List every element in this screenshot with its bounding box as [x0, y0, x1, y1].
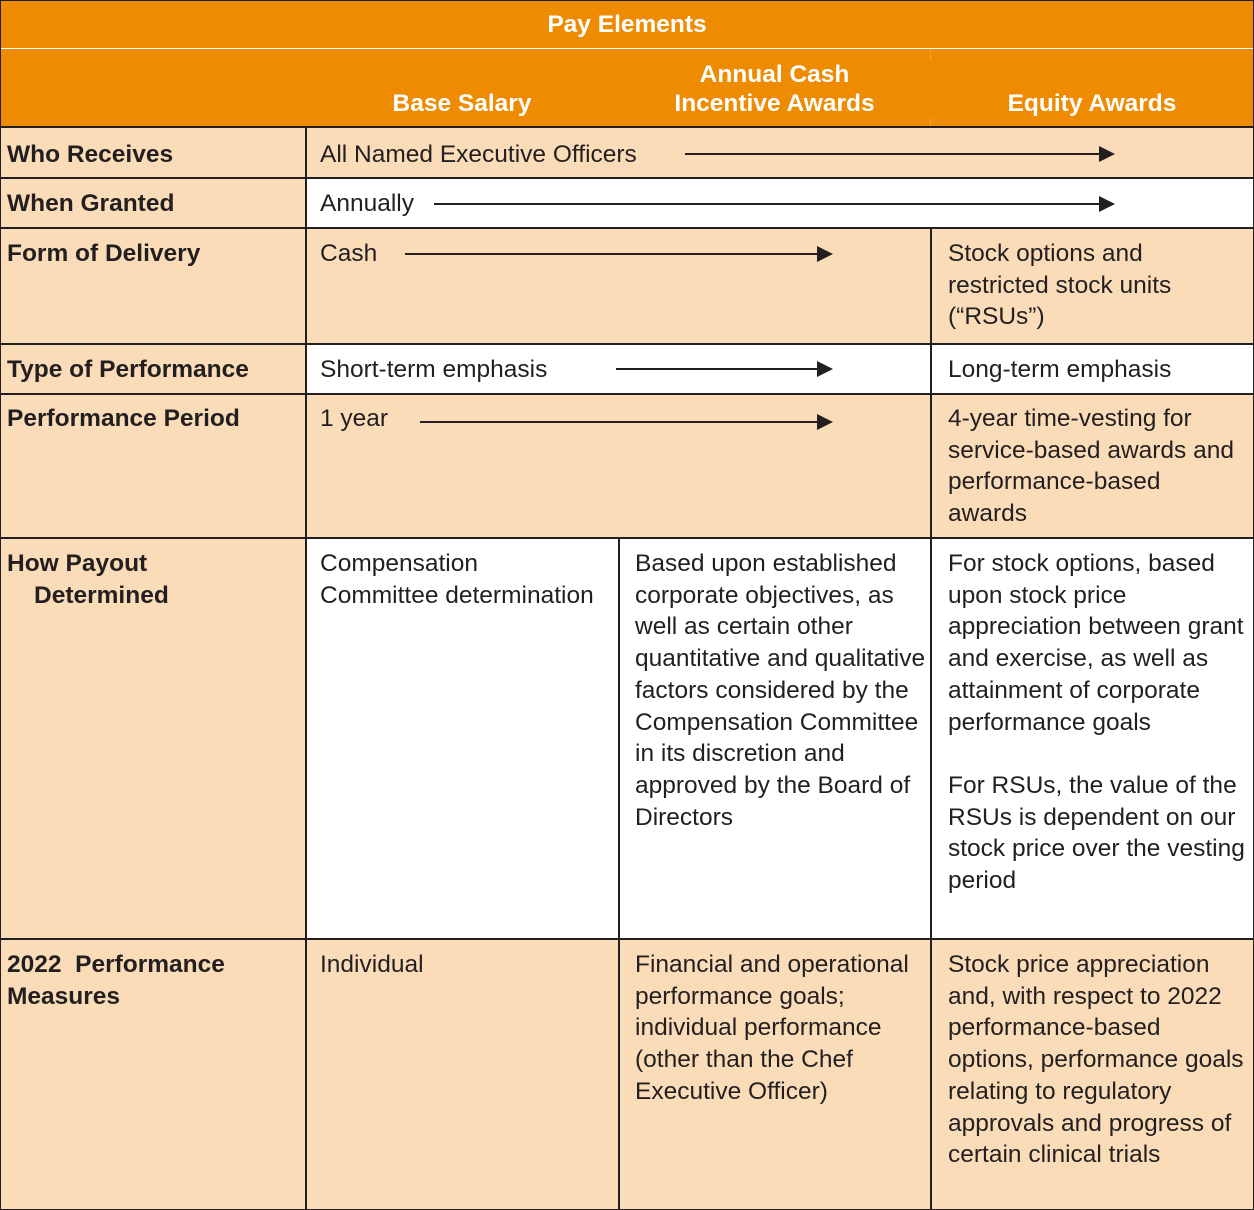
table-title: Pay Elements — [1, 1, 1253, 49]
column-header-annual-cash — [618, 60, 931, 118]
vrule-label — [305, 127, 307, 1209]
row-label-how-payout-line1: How Payout — [7, 550, 148, 577]
when-granted-value: Annually — [320, 190, 414, 217]
performance-period-equity: 4-year time-vesting for service-based awards and performance-based awards — [948, 405, 1234, 528]
row-label-how-payout — [1, 538, 305, 611]
arrow-form-delivery — [405, 246, 833, 262]
row-label-measures-2022: 2022 Performance Measures — [7, 951, 232, 1010]
column-header-annual-cash-line2: Incentive Awards — [674, 90, 875, 117]
row-label-when-granted: When Granted — [7, 190, 175, 217]
row-label-who-receives: Who Receives — [7, 141, 174, 168]
arrow-who-receives — [685, 146, 1115, 162]
row-label-type-performance: Type of Performance — [7, 356, 249, 383]
performance-period-cash: 1 year — [320, 405, 389, 432]
rule-1 — [1, 126, 1253, 128]
row-label-how-payout-line2: Determined — [34, 581, 169, 609]
column-header-base-salary: Base Salary — [306, 89, 618, 119]
type-performance-cash: Short-term emphasis — [320, 356, 548, 383]
who-receives-value: All Named Executive Officers — [320, 141, 637, 168]
arrow-performance-period — [420, 414, 833, 430]
measures-2022-equity: Stock price appreciation and, with respect to 2022 performance-based options, performance goals relating to regulatory approvals and progress of certain clinical trials — [948, 951, 1244, 1169]
row-label-form-delivery: Form of Delivery — [7, 240, 201, 267]
column-header-annual-cash-line1: Annual Cash — [699, 61, 850, 88]
measures-2022-annual: Financial and operational performance goals; individual performance (other than the Chef Executive Officer) — [635, 951, 909, 1105]
column-header-equity-awards: Equity Awards — [931, 89, 1253, 119]
how-payout-annual: Based upon established corporate objectives, as well as certain other quantitative and qualitative factors considered by the Compensation Committee in its discretion and approved by the Board of Directors — [635, 550, 926, 831]
type-performance-equity: Long-term emphasis — [948, 356, 1172, 383]
form-delivery-cash: Cash — [320, 240, 378, 267]
arrow-when-granted — [434, 196, 1115, 212]
form-delivery-equity: Stock options and restricted stock units (“RSUs”) — [948, 240, 1172, 331]
how-payout-base: Compensation Committee determination — [320, 550, 594, 609]
how-payout-equity-p1: For stock options, based upon stock price appreciation between grant and exercise, as well as attainment of corporate performance goals — [948, 550, 1244, 736]
arrow-type-performance — [616, 361, 833, 377]
how-payout-equity — [932, 538, 1250, 897]
measures-2022-base: Individual — [320, 951, 424, 978]
how-payout-equity-p2: For RSUs, the value of the RSUs is dependent on our stock price over the vesting period — [948, 771, 1245, 895]
row-label-performance-period: Performance Period — [7, 405, 240, 432]
